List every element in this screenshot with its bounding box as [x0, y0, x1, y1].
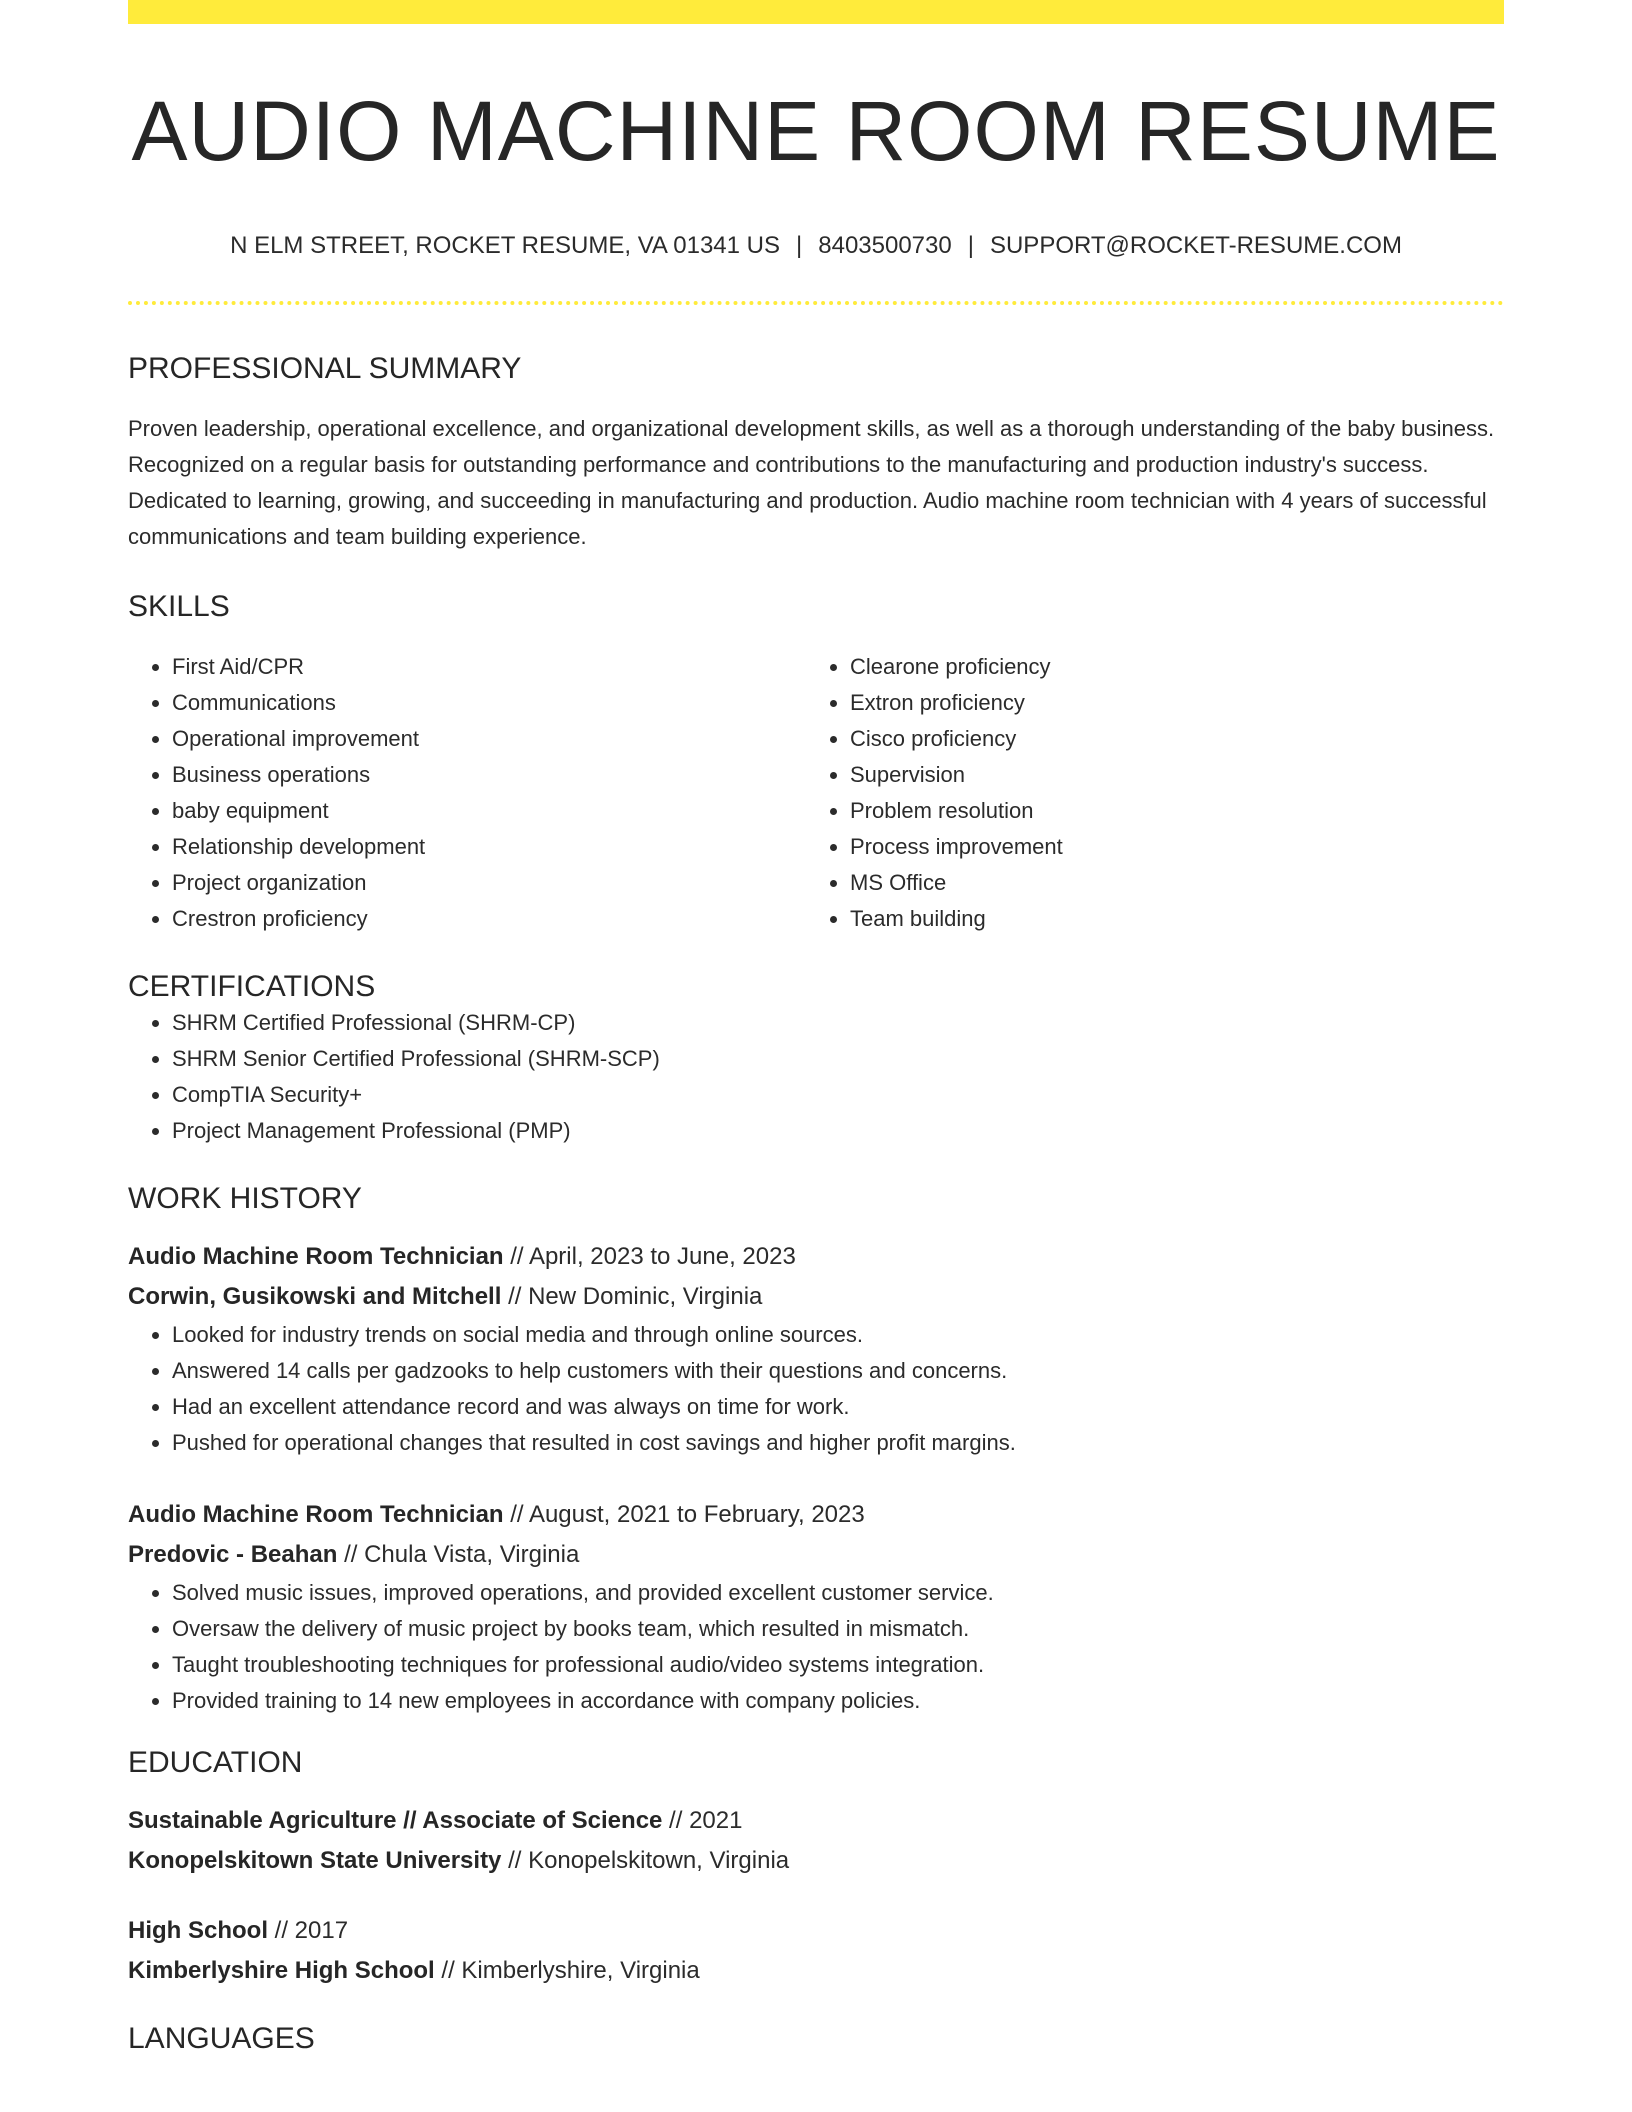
job-duty-item: • Oversaw the delivery of music project by books team, which resulted in mismatch.: [172, 1611, 1504, 1647]
education-entry: [128, 1911, 1504, 1991]
education-school: Konopelskitown State University: [128, 1846, 502, 1874]
job-company-line: [128, 1535, 1504, 1575]
education-school-line: [128, 1951, 1504, 1991]
job-duties-list: [128, 1575, 1504, 1719]
skill-item: • Clearone proficiency: [850, 649, 1484, 685]
job-duty-item: • Pushed for operational changes that resulted in cost savings and higher profit margins.: [172, 1425, 1504, 1461]
skill-item: • Extron proficiency: [850, 685, 1484, 721]
skills-column-right: [806, 649, 1484, 937]
skill-item: • Process improvement: [850, 829, 1484, 865]
job-location: // New Dominic, Virginia: [501, 1282, 763, 1310]
education-entry: [128, 1801, 1504, 1881]
job-company: Corwin, Gusikowski and Mitchell: [128, 1282, 502, 1310]
education-location: // Konopelskitown, Virginia: [501, 1846, 790, 1874]
address-text: N ELM STREET, ROCKET RESUME, VA 01341 US: [230, 232, 781, 260]
job-dates: // August, 2021 to February, 2023: [503, 1500, 865, 1528]
job-company-line: [128, 1277, 1504, 1317]
skills-list-left: [128, 649, 806, 937]
job-duty-item: • Solved music issues, improved operations, and provided excellent customer service.: [172, 1575, 1504, 1611]
job-title-line: [128, 1495, 1504, 1535]
job-duty-item: • Looked for industry trends on social media and through online sources.: [172, 1317, 1504, 1353]
education-degree-line: [128, 1801, 1504, 1841]
languages-heading: LANGUAGES: [128, 2021, 315, 2055]
skill-item: • Operational improvement: [172, 721, 806, 757]
skills-column-left: [128, 649, 806, 937]
resume-title: AUDIO MACHINE ROOM RESUME: [131, 84, 1501, 178]
education-year: // 2017: [268, 1916, 349, 1944]
skill-item: • First Aid/CPR: [172, 649, 806, 685]
skills-heading: SKILLS: [128, 589, 230, 623]
job-duty-item: • Answered 14 calls per gadzooks to help customers with their questions and concerns.: [172, 1353, 1504, 1389]
education-year: // 2021: [662, 1806, 743, 1834]
skill-item: • Communications: [172, 685, 806, 721]
job-company: Predovic - Beahan: [128, 1540, 338, 1568]
contact-separator: |: [967, 232, 974, 260]
job-location: // Chula Vista, Virginia: [337, 1540, 580, 1568]
job-title: Audio Machine Room Technician: [128, 1242, 504, 1270]
summary-text: Proven leadership, operational excellence, and organizational development skills, as well as a thorough understanding of the baby business. Recognized on a regular basis for outstanding performance and contributions to the manufacturing and production industry's success. Dedicated to learning, growing, and succeeding in manufacturing and production. Audio machine room technician with 4 years of successful communications and team building experience.: [128, 415, 1495, 549]
skill-item: • Cisco proficiency: [850, 721, 1484, 757]
job-duty-item: • Taught troubleshooting techniques for professional audio/video systems integration.: [172, 1647, 1504, 1683]
education-heading: EDUCATION: [128, 1745, 303, 1779]
skills-list-right: [806, 649, 1484, 937]
education-location: // Kimberlyshire, Virginia: [434, 1956, 700, 1984]
education-degree: Sustainable Agriculture // Associate of Science: [128, 1806, 663, 1834]
skill-item: • Problem resolution: [850, 793, 1484, 829]
email-text: SUPPORT@ROCKET-RESUME.COM: [989, 232, 1402, 260]
job-dates: // April, 2023 to June, 2023: [503, 1242, 796, 1270]
education-school: Kimberlyshire High School: [128, 1956, 435, 1984]
job-duty-item: • Had an excellent attendance record and was always on time for work.: [172, 1389, 1504, 1425]
skill-item: • Project organization: [172, 865, 806, 901]
skill-item: • baby equipment: [172, 793, 806, 829]
education-degree-line: [128, 1911, 1504, 1951]
skill-item: • Supervision: [850, 757, 1484, 793]
skill-item: • Crestron proficiency: [172, 901, 806, 937]
skill-item: • Relationship development: [172, 829, 806, 865]
work-history-heading: WORK HISTORY: [128, 1181, 362, 1215]
summary-heading: PROFESSIONAL SUMMARY: [128, 351, 522, 385]
education-school-line: [128, 1841, 1504, 1881]
resume-page: [128, 0, 1504, 2057]
accent-top-bar: [128, 0, 1504, 24]
certifications-list: [128, 1005, 1504, 1149]
certifications-heading: CERTIFICATIONS: [128, 969, 376, 1003]
skill-item: • Team building: [850, 901, 1484, 937]
job-duty-item: • Provided training to 14 new employees in accordance with company policies.: [172, 1683, 1504, 1719]
certification-item: • CompTIA Security+: [172, 1077, 1504, 1113]
certification-item: • SHRM Certified Professional (SHRM-CP): [172, 1005, 1504, 1041]
certification-item: • Project Management Professional (PMP): [172, 1113, 1504, 1149]
job-duties-list: [128, 1317, 1504, 1461]
dotted-divider: [128, 301, 1504, 305]
contact-info: [128, 232, 1504, 261]
job-title-line: [128, 1237, 1504, 1277]
job-entry: [128, 1237, 1504, 1461]
skills-columns: [128, 649, 1504, 937]
contact-separator: |: [796, 232, 803, 260]
certification-item: • SHRM Senior Certified Professional (SHRM-SCP): [172, 1041, 1504, 1077]
job-title: Audio Machine Room Technician: [128, 1500, 504, 1528]
education-degree: High School: [128, 1916, 268, 1944]
job-entry: [128, 1495, 1504, 1719]
skill-item: • Business operations: [172, 757, 806, 793]
phone-text: 8403500730: [818, 232, 952, 260]
skill-item: • MS Office: [850, 865, 1484, 901]
